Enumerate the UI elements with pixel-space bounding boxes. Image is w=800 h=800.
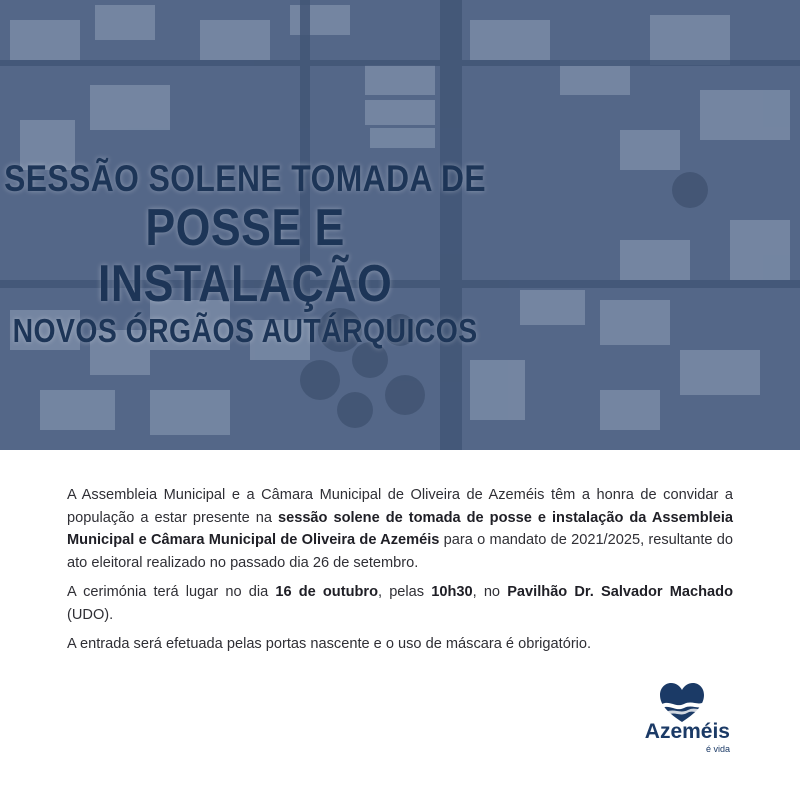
logo-tagline: é vida	[705, 744, 730, 754]
invitation-text	[67, 484, 733, 663]
event-name: sessão solene de tomada de posse e instalação da Assembleia Municipal e Câmara Municipal de Oliveira de Azeméis	[67, 509, 733, 548]
logo-wordmark: Azeméis	[644, 720, 730, 743]
event-date: 16 de outubro	[275, 584, 378, 600]
azemeis-logo	[638, 680, 748, 760]
event-venue: Pavilhão Dr. Salvador Machado	[507, 584, 734, 600]
title-line-1: SESSÃO SOLENE TOMADA DE	[4, 158, 487, 199]
hero-title	[0, 158, 490, 350]
paragraph-details: A cerimónia terá lugar no dia 16 de outubro, pelas 10h30, no Pavilhão Dr. Salvador Machado (UDO).	[67, 584, 734, 623]
title-line-2: POSSE E INSTALAÇÃO	[98, 199, 393, 313]
heart-wave-icon	[656, 680, 708, 724]
title-line-3: NOVOS ÓRGÃOS AUTÁRQUICOS	[12, 312, 478, 349]
paragraph-invitation: A Assembleia Municipal e a Câmara Municipal de Oliveira de Azeméis têm a honra de convidar a população a estar presente na sessão solene de tomada de posse e instalação da Assembleia Municipal e Câmara Municipal de Oliveira de Azeméis para o mandato de 2021/2025, resultante do ato eleitoral realizado no passado dia 26 de setembro.	[67, 487, 733, 571]
event-time: 10h30	[431, 584, 473, 600]
paragraph-entry-notice: A entrada será efetuada pelas portas nascente e o uso de máscara é obrigatório.	[67, 636, 592, 652]
